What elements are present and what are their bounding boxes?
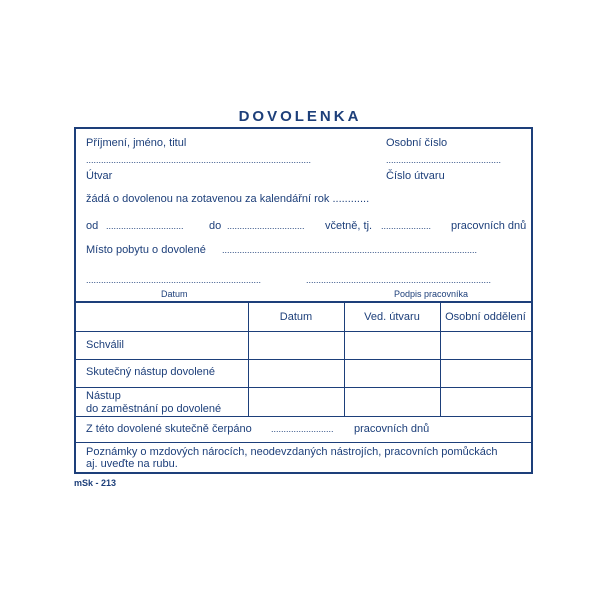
to-date-field[interactable]: ...............................: [227, 221, 305, 231]
section-divider: [76, 301, 531, 303]
header-date: Datum: [279, 311, 313, 323]
header-unit-head: Ved. útvaru: [364, 311, 420, 323]
row-divider: [76, 359, 531, 360]
personal-number-field[interactable]: ..............................................: [386, 155, 502, 165]
drawn-days-unit: pracovních dnů: [354, 423, 430, 435]
row-divider: [76, 387, 531, 388]
row-actual-start-label: Skutečný nástup dovolené: [86, 366, 216, 378]
row-approved-label: Schválil: [86, 339, 124, 351]
vacation-form: [74, 127, 533, 474]
from-date-field[interactable]: ...............................: [106, 221, 184, 231]
row-return-label-1: Nástup: [86, 390, 121, 402]
row-return-label-2: do zaměstnání po dovolené: [86, 403, 222, 415]
form-title: DOVOLENKA: [238, 108, 362, 125]
personal-number-label: Osobní číslo: [386, 137, 448, 149]
form-code: mSk - 213: [74, 478, 117, 488]
stay-label: Místo pobytu o dovolené: [86, 244, 206, 256]
row-divider: [76, 442, 531, 443]
row-divider: [76, 331, 531, 332]
drawn-days-text: Z této dovolené skutečně čerpáno: [86, 423, 252, 435]
name-label: Příjmení, jméno, titul: [86, 137, 187, 149]
row-divider: [76, 416, 531, 417]
drawn-days-field[interactable]: .........................: [271, 424, 334, 434]
signature-caption: Podpis pracovníka: [394, 289, 469, 299]
date-caption: Datum: [161, 289, 188, 299]
to-label: do: [209, 220, 222, 232]
notes-line-1: Poznámky o mzdových nárocích, neodevzdaných nástrojích, pracovních pomůckách: [86, 446, 498, 458]
notes-line-2: aj. uveďte na rubu.: [86, 458, 178, 470]
header-personnel: Osobní oddělení: [445, 311, 526, 323]
working-days-label: pracovních dnů: [451, 220, 527, 232]
unit-label: Útvar: [86, 170, 113, 182]
date-field[interactable]: ......................................................................: [86, 275, 262, 285]
from-label: od: [86, 220, 99, 232]
inclusive-label: včetně, tj.: [325, 220, 373, 232]
stay-field[interactable]: ......................................................................................................: [222, 245, 478, 255]
signature-field[interactable]: ..........................................................................: [306, 275, 492, 285]
name-field[interactable]: ..........................................................................................: [86, 155, 312, 165]
request-text: žádá o dovolenou na zotavenou za kalendářní rok ............: [86, 193, 370, 205]
days-count-field[interactable]: ....................: [381, 221, 432, 231]
unit-number-label: Číslo útvaru: [386, 170, 445, 182]
